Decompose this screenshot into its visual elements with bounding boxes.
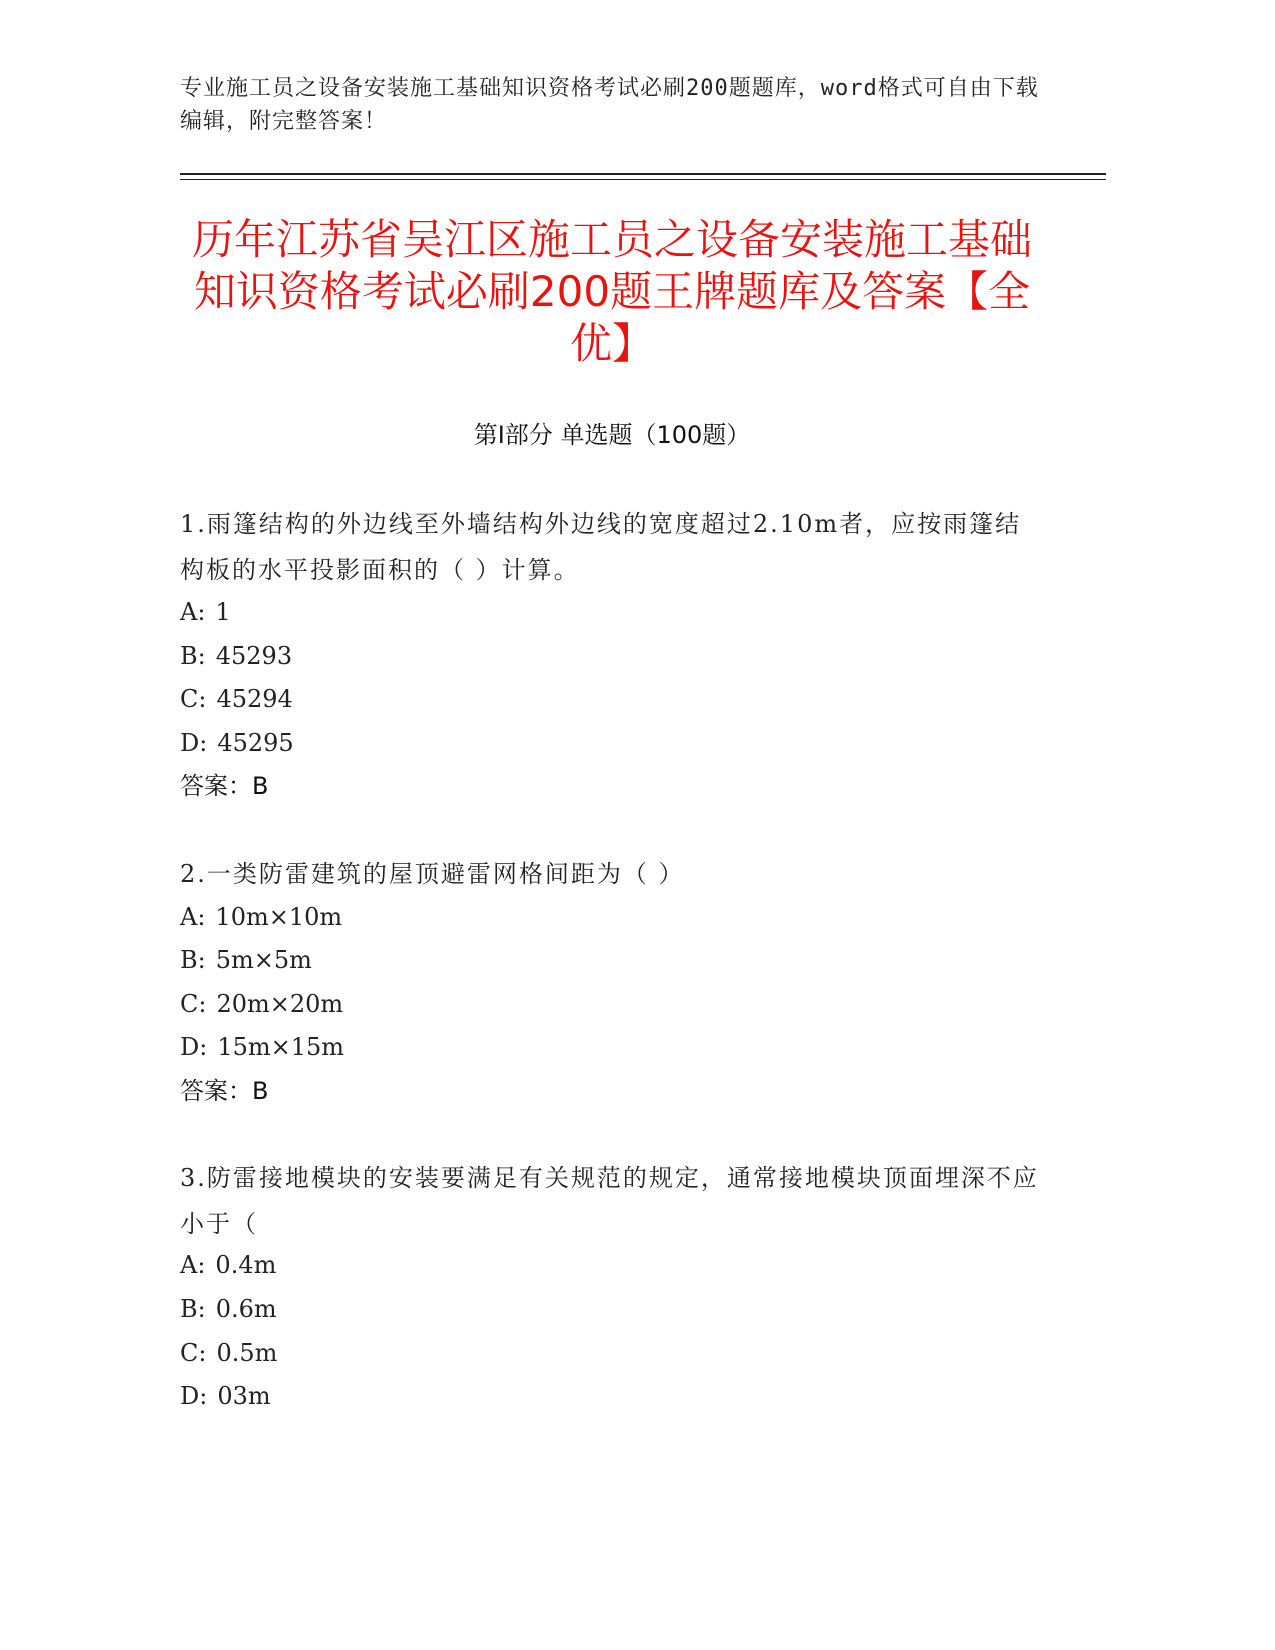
section-title: 第Ⅰ部分 单选题（100题）	[473, 421, 751, 449]
option-label: B:	[180, 642, 206, 670]
option-text: 10m×10m	[215, 903, 343, 931]
option-text: 45295	[217, 729, 294, 757]
question-1-option-b	[180, 639, 1040, 673]
question-3-option-c	[180, 1336, 1040, 1370]
option-label: C:	[180, 1339, 207, 1367]
option-label: D:	[180, 729, 208, 757]
question-3-option-a	[180, 1248, 1040, 1282]
option-label: A:	[180, 1251, 206, 1279]
option-label: C:	[180, 685, 207, 713]
option-text: 1	[215, 598, 231, 626]
option-text: 0.6m	[215, 1295, 277, 1323]
option-label: D:	[180, 1382, 208, 1410]
option-text: 0.5m	[216, 1339, 278, 1367]
question-1-option-c	[180, 682, 1040, 716]
question-1-option-d	[180, 726, 1040, 760]
option-text: 45293	[215, 642, 293, 670]
option-label: D:	[180, 1033, 208, 1061]
header-divider-thick	[180, 173, 1106, 175]
question-3-option-b	[180, 1292, 1040, 1326]
question-1-stem: 1.雨篷结构的外边线至外墙结构外边线的宽度超过2.10m者，应按雨篷结构板的水平投影面积的（ ）计算。	[180, 510, 1022, 584]
option-text: 20m×20m	[216, 990, 344, 1018]
option-label: A:	[180, 903, 206, 931]
question-3-option-d	[180, 1379, 1040, 1413]
document-title: 历年江苏省吴江区施工员之设备安装施工基础知识资格考试必刷200题王牌题库及答案【全优】	[191, 215, 1032, 368]
question-1-answer: 答案：B	[180, 772, 269, 800]
option-text: 03m	[217, 1382, 271, 1410]
option-text: 0.4m	[215, 1251, 277, 1279]
option-text: 45294	[216, 685, 293, 713]
question-2-stem: 2.一类防雷建筑的屋顶避雷网格间距为（ ）	[180, 860, 685, 888]
header-divider-thin	[180, 179, 1106, 180]
question-2-option-a	[180, 900, 1040, 934]
question-2-option-c	[180, 987, 1040, 1021]
option-label: B:	[180, 1295, 206, 1323]
header-note: 专业施工员之设备安装施工基础知识资格考试必刷200题题库，word格式可自由下载编辑，附完整答案！	[180, 76, 1039, 134]
question-2-option-d	[180, 1030, 1040, 1064]
option-text: 15m×15m	[217, 1033, 345, 1061]
question-1-option-a	[180, 595, 1040, 629]
option-text: 5m×5m	[215, 946, 312, 974]
question-2-option-b	[180, 943, 1040, 977]
option-label: B:	[180, 946, 206, 974]
question-3-stem: 3.防雷接地模块的安装要满足有关规范的规定，通常接地模块顶面埋深不应小于（	[180, 1164, 1039, 1238]
option-label: A:	[180, 598, 206, 626]
option-label: C:	[180, 990, 207, 1018]
question-2-answer: 答案：B	[180, 1077, 269, 1105]
